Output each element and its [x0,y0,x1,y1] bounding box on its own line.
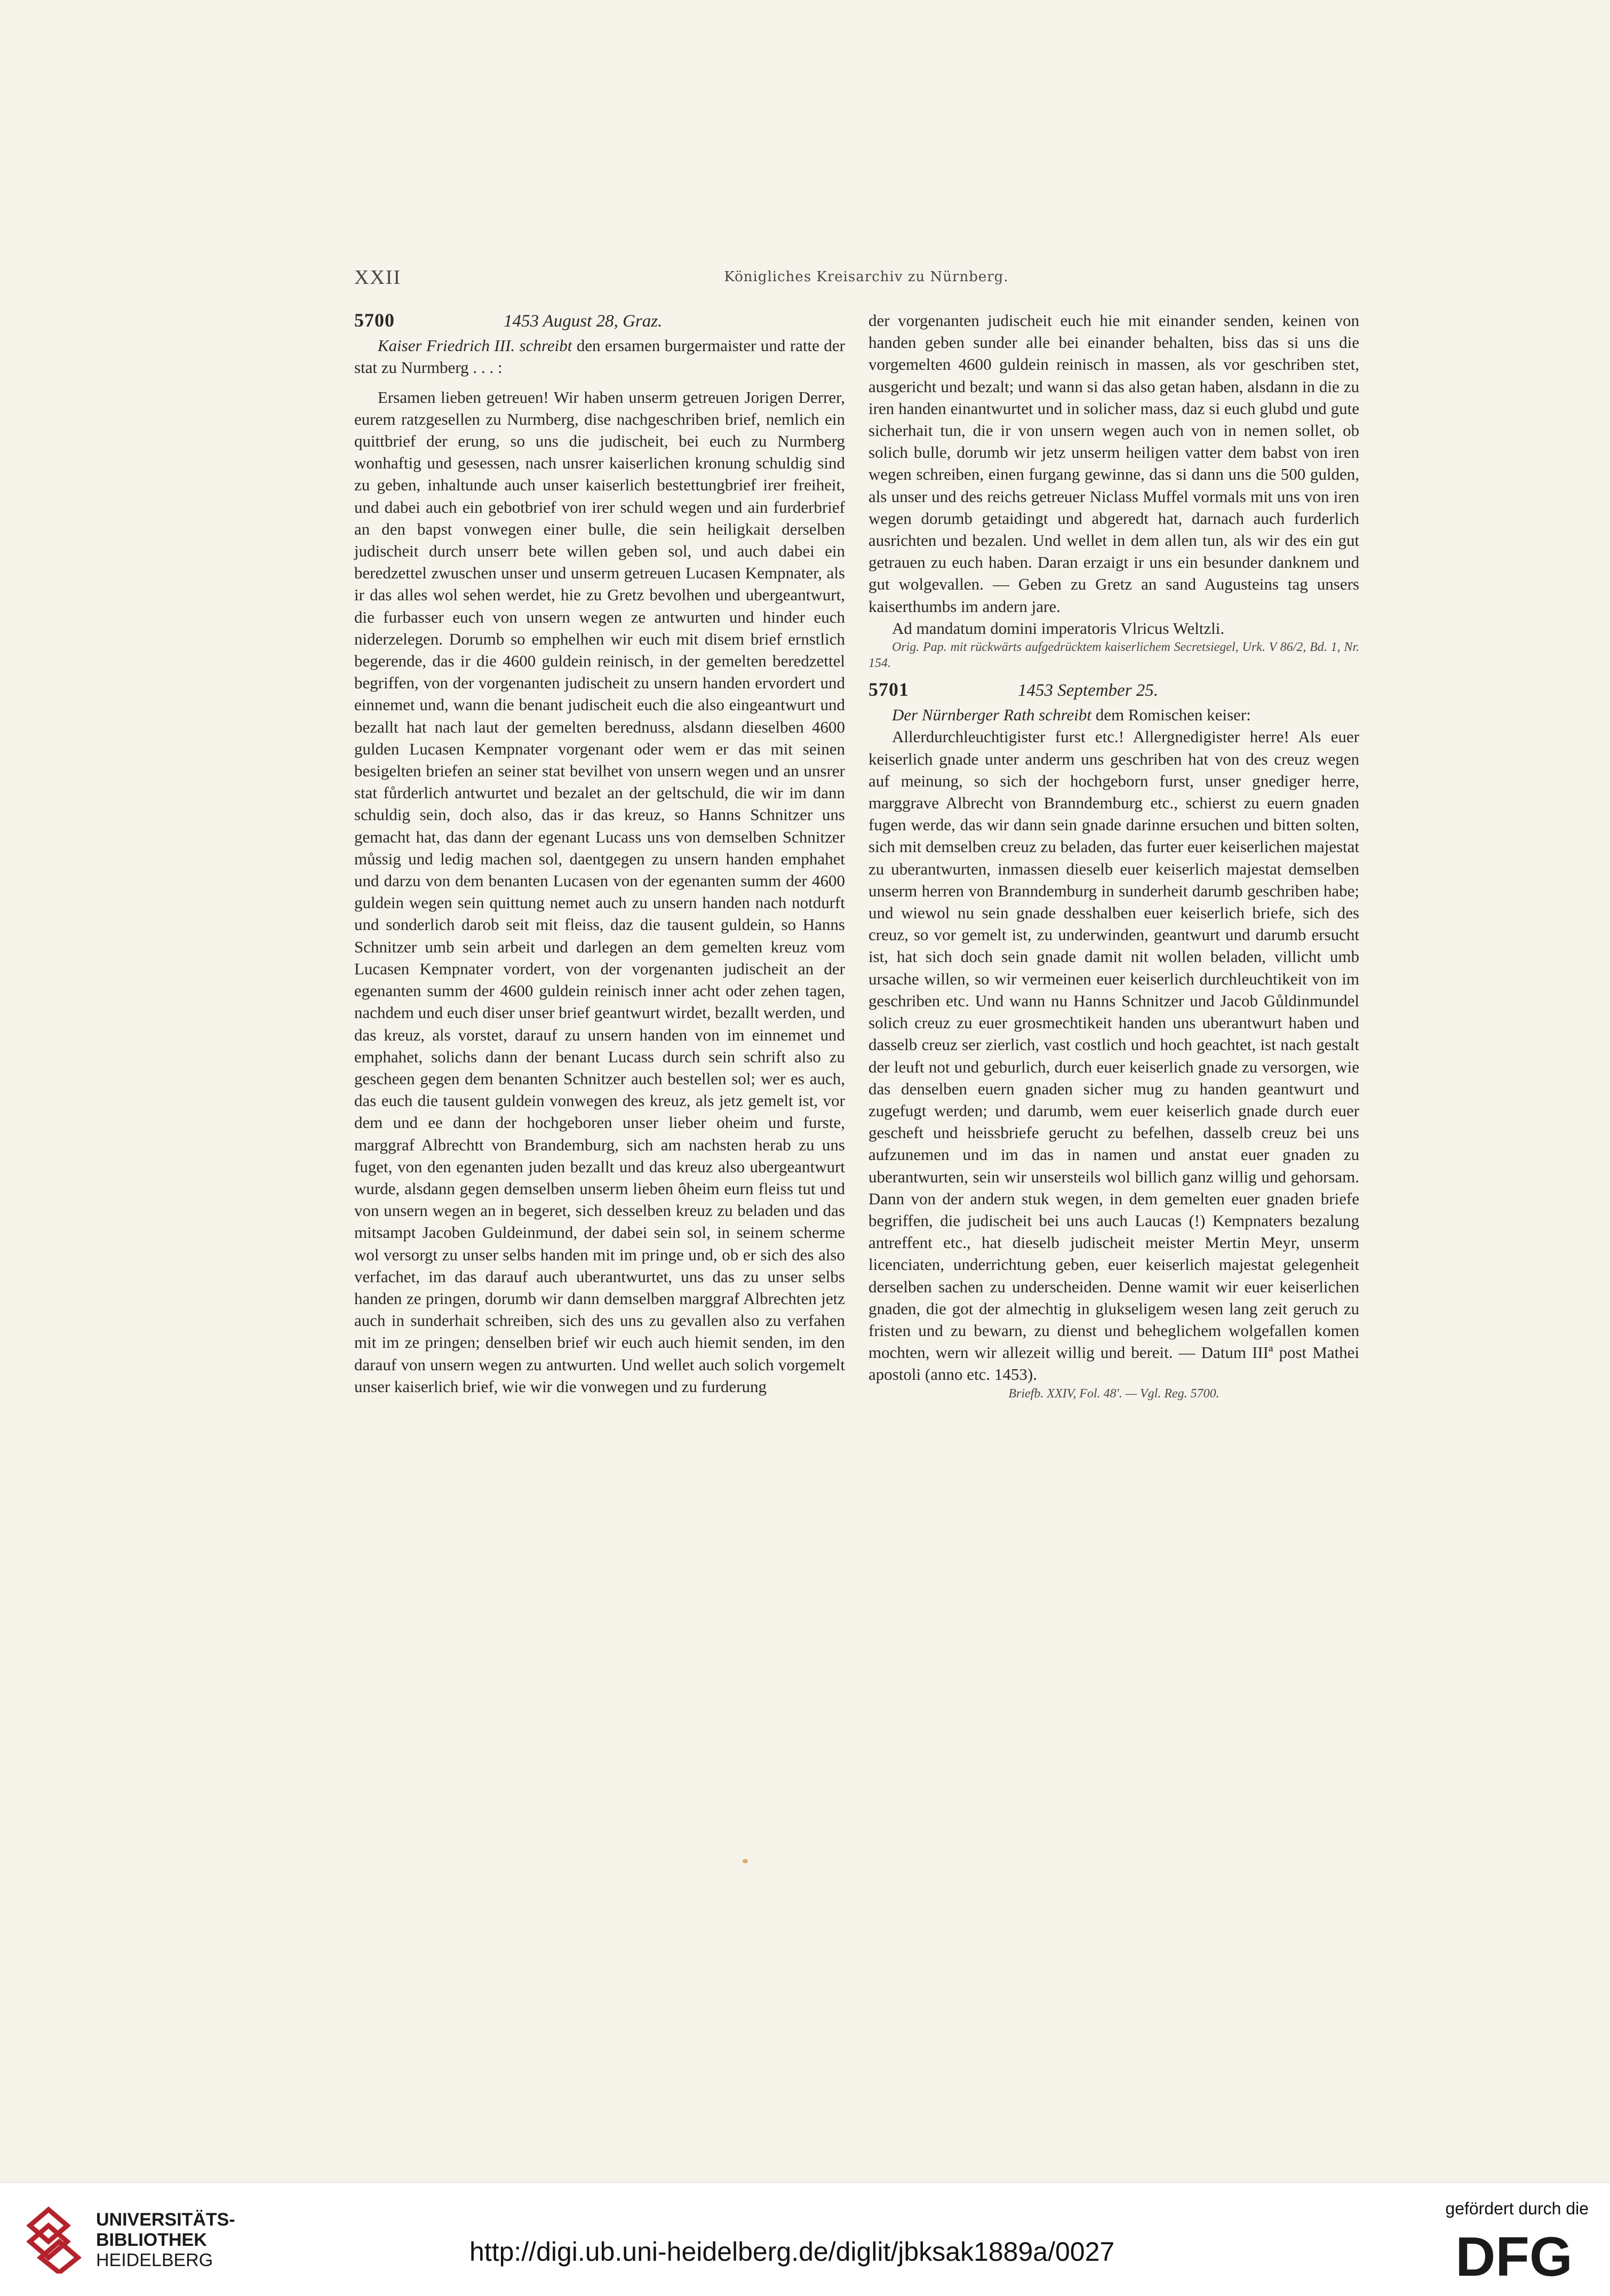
left-column [354,309,845,1397]
right-column [868,309,1359,1402]
dfg-logo-text: DFG [1455,2229,1573,2282]
letter-body: Allerdurchleuchtigister furst etc.! Allergnedigister herre! Als euer keiserlich gnade unter anderm uns geschriben hat von des creuz wegen auf meinung, so sich der hochgeborn furst, unser gnediger herre, marggrave Albrecht von Branndemburg etc., schierst zu euern gnaden fugen werde, das wir dann sein gnade darinne ersuchen und bitten solten, sich mit demselben creuz zu beladen, das furter euer keiserlichen majestat zu uberantwurten, inmassen dieselb euer keiserlich majestat demselben unserm herren von Branndemburg in sunderheit darumb geschriben habe; und wiewol nu sein gnade desshalben euer keiserlich briefe, sich des creuz, so vor gemelt ist, zu underwinden, geantwurt und darumb ersucht ist, hat sich doch sein gnade damit nit wollen beladen, villicht umb ursache willen, so wir vermeinen euer keiserlich durchleuchtikeit von im geschriben etc. Und wann nu Hanns Schnitzer und Jacob Gůldinmundel solich creuz zu euer grosmechtikeit handen uns uberantwurt haben und dasselb creuz ser zierlich, vast costlich und hoch geachtet, ist nach gestalt der leuft not und geburlich, durch euer keiserlich gnade zu versorgen, wie das denselben euern gnaden sicher mug zu handen geantwurt und zugefugt werden; und darumb, wem euer keiserlich gnade durch euer gescheft und heissbriefe gerucht zu befelhen, dasselb creuz bei uns aufzunemen und im das in namen und anstat euer gnaden zu uberantwurten, sein wir unsersteils wol billich ganz willig und gehorsam. Dann von der andern stuk wegen, in dem gemelten euer gnaden briefe begriffen, die judischeit bei uns auch Laucas (!) Kempnaters bezalung antreffent etc., hat dieselb judischeit meister Mertin Meyr, unserm licenciaten, underrichtung geben, euer keiserlich majestat gelegenheit derselben sachen zu underscheiden. Denne wamit wir euer keiserlichen gnaden, die got der almechtig in glukseligem wesen lang zeit geruch zu fristen und zu bewarn, zu dienst und beheglichem wolgefallen komen mochten, wern wir allezeit willig und bereit. — Datum IIIª post Mathei apostoli (anno etc. 1453). [868,727,1359,1384]
running-header [354,266,1378,298]
source-note: Briefb. XXIV, Fol. 48'. — Vgl. Reg. 5700. [1008,1386,1220,1401]
library-line: HEIDELBERG [96,2250,213,2270]
entry-number: 5700 [354,309,395,331]
entry-date: 1453 September 25. [1018,681,1159,701]
page-number: XXII [354,266,402,289]
library-line: UNIVERSITÄTS- [96,2210,235,2230]
letter-body: Ersamen lieben getreuen! Wir haben unserm getreuen Jorigen Derrer, eurem ratzgesellen zu Nurmberg, dise nachgeschriben brief, nemlich ein quittbrief der erung, so uns die judischeit, bei euch zu Nurmberg wonhaftig und gesessen, nach unsrer kaiserlichen kronung schuldig sind zu geben, inhaltunde auch unser kaiserlich bestettungbrief irer freiheit, und dabei auch ein gebotbrief von irer schuld wegen und ain furderbrief an den bapst vonwegen einer bulle, die sein heiligkait derselben judischeit durch unserr bete willen geben sol, und auch dabei ein beredzettel zwuschen unser und unserm getreuen Lucasen Kempnater, als ir das alles wol sehen werdet, hie zu Gretz bevolhen und ubergeantwurt, die furbasser euch von unsern wegen ze antwurten und hinder euch niderzelegen. Dorumb so emphelhen wir euch mit disem brief ernstlich begerende, das ir die 4600 guldein reinisch, in der gemelten beredzettel begriffen, von der vorgenanten judischeit zu unsern handen ervordert und einnemet und, wann die benant judischeit euch die also eingeantwurt und bezallt hat nach laut der gemelten berednuss, alsdann dieselben 4600 gulden Lucasen Kempnater vorgenant oder wem er das mit seinen besigelten briefen an seiner stat bevilhet von unsern wegen und an unsrer stat fůrderlich antwurtet und bezalet an der geltschuld, die wir im dann schuldig sein, doch also, das ir das kreuz, so Hanns Schnitzer uns gemacht hat, das dann der egenant Lucass uns von demselben Schnitzer můssig und ledig machen sol, daentgegen zu unsern handen emphahet und darzu von dem benanten Lucasen von der egenanten summ der 4600 guldein wegen sein quittung nemet auch zu unsern handen nach notdurft und sonderlich darob seit mit fleiss, daz die tausent guldein, so Hanns Schnitzer umb sein arbeit und darlegen an dem gemelten kreuz vom Lucasen Kempnater vordert, von der vorgenanten judischeit an der egenanten summ der 4600 guldein reinisch inner acht oder zehen tagen, nachdem und euch diser unser brief geantwurt wirdet, bezallt werden, und das kreuz, als vorstet, darauf zu unsern handen von im einnemet und emphahet, solichs dann der benant Lucass durch sein schrift also zu gescheen gegen dem benanten Schnitzer auch bestellen sol; wer es auch, das euch die tausent guldein vonwegen des kreuz, als jetz gemelt ist, vor dem und ee dann der hochgeboren unser lieber oheim und furste, marggraf Albrechtt von Brandemburg, sich am nachsten herab zu uns fuget, von den egenanten juden bezallt und das kreuz also ubergeantwurt wurde, alsdann gegen demselben unserm lieben ôheim eurn fleiss tut und von unsern wegen an in begeret, sich desselben kreuz zu beladen und das mitsampt Jacoben Guldeinmund, der dabei sein sol, in seinem scherme wol versorgt zu unser selbs handen mit im pringe und, ob er sich des also verfachet, im das darauf auch uberantwurtet, uns das zu unser selbs handen ze pringen, dorumb wir dann demselben marggraf Albrechten jetz auch in sunderhait schreiben, sich des uns zu gevallen also zu verfahen mit im ze pringen; denselben brief wir euch auch hiemit senden, im den darauf von unsern wegen zu antwurten. Und wellet auch solich vorgemelt unser kaiserlich brief, wie wir die vonwegen und zu furderung [354,387,845,1396]
running-title: Königliches Kreisarchiv zu Nürnberg. [724,269,1009,285]
regest-italic: Kaiser Friedrich III. schreibt [378,336,572,355]
funded-by-label: gefördert durch die [1445,2199,1589,2218]
letter-continuation: der vorgenanten judischeit euch hie mit einander senden, keinen von handen geben sunder alle bei einander behalten, biss das si uns die vorgemelten 4600 guldein reinisch in massen, als vor geschriben stet, ausgericht und bezalt; und wann si das also getan haben, alsdann in die zu iren handen einantwurtet und in solicher mass, daz si euch glubd und gute sicherhait tun, die ir von unsern wegen auch von in nemen sollet, ob solich bulle, dorumb wir jetz unserm heiligen vatter dem babst von iren wegen schreiben, einen furgang gewinne, das si dann uns die 500 gulden, als unser und des reichs getreuer Niclass Muffel vormals mit uns von iren wegen dorumb getaidingt und abgeredt hat, darnach auch furderlich ausrichten und bezalen. Und wellet in dem allen tun, als wir des ein gut getrauen zu euch haben. Daran erzaigt ir uns ein besunder danknem und gut wolgevallen. — Geben zu Gretz an sand Augusteins tag unsers kaiserthumbs im andern jare. [868,311,1359,616]
regest-text: dem Romischen keiser: [1091,705,1251,725]
regest [868,704,1359,726]
entry-number: 5701 [868,679,909,701]
source-note: Orig. Pap. mit rückwärts aufgedrücktem kaiserlichem Secretsiegel, Urk. V 86/2, Bd. 1, Nr. 154. [868,640,1359,671]
mandatum-line: Ad mandatum domini imperatoris Vlricus Weltzli. [892,618,1225,638]
library-line: BIBLIOTHEK [96,2230,207,2250]
regest-text: den ersamen burgermaister und ratte der stat zu Nurmberg . . . : [354,336,845,377]
ub-heidelberg-logo-icon[interactable] [19,2204,89,2274]
regest-italic: Der Nürnberger Rath schreibt [892,705,1091,725]
ink-smudge [743,1859,748,1863]
entry-heading [354,309,845,332]
entry-date: 1453 August 28, Graz. [504,312,663,331]
regest [354,335,845,378]
permalink-url[interactable]: http://digi.ub.uni-heidelberg.de/diglit/jbksak1889a/0027 [469,2237,1115,2267]
dfg-logo-icon[interactable] [1439,2229,1589,2282]
library-name[interactable] [96,2210,235,2270]
entry-heading [868,679,1359,702]
footer-bar [0,2182,1610,2296]
